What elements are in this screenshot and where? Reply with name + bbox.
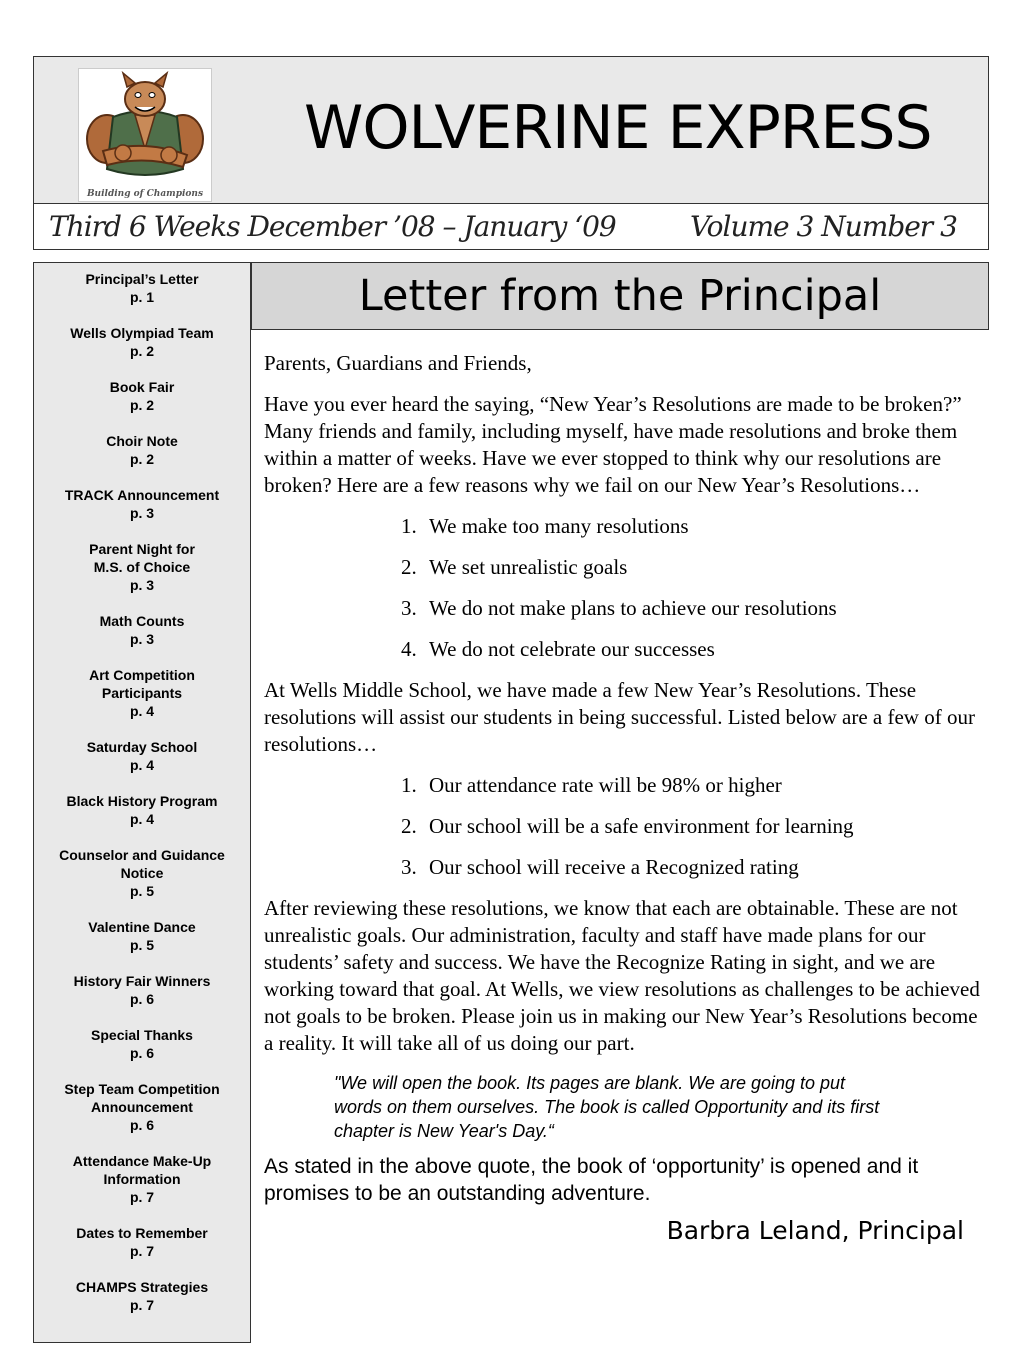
list-number: 2. [401, 555, 417, 579]
list-item [401, 813, 984, 840]
toc-item[interactable] [34, 432, 250, 468]
list-number: 1. [401, 514, 417, 538]
toc-item[interactable] [34, 738, 250, 774]
toc-page: p. 3 [129, 631, 155, 647]
list-text: Our attendance rate will be 98% or higher [429, 773, 782, 797]
list-text: We make too many resolutions [429, 514, 689, 538]
toc-title: Math Counts [99, 613, 185, 629]
section-heading: Letter from the Principal [251, 262, 989, 330]
toc-page: p. 5 [129, 883, 155, 899]
toc-title: Black History Program [66, 793, 218, 809]
list-item [401, 554, 984, 581]
toc-item[interactable] [34, 918, 250, 954]
issue-bar [33, 204, 989, 250]
list-number: 2. [401, 814, 417, 838]
toc-page: p. 7 [129, 1243, 155, 1259]
newsletter-title: WOLVERINE EXPRESS [304, 93, 932, 163]
toc-title: Special Thanks [91, 1027, 193, 1043]
toc-title: History Fair Winners [73, 973, 211, 989]
resolutions-list [264, 772, 984, 881]
toc-page: p. 4 [129, 703, 155, 719]
toc-page: p. 6 [129, 1045, 155, 1061]
toc-title: Saturday School [86, 739, 198, 755]
toc-page: p. 7 [129, 1189, 155, 1205]
toc-title: Counselor and Guidance Notice [59, 847, 225, 881]
toc-item[interactable] [34, 1278, 250, 1314]
list-number: 3. [401, 855, 417, 879]
toc-page: p. 3 [129, 577, 155, 593]
paragraph: At Wells Middle School, we have made a few New Year’s Resolutions. These resolutions will assist our students in being successful. Listed below are a few of our resolutions… [264, 678, 975, 756]
list-text: We set unrealistic goals [429, 555, 628, 579]
table-of-contents [33, 262, 251, 1343]
list-item [401, 595, 984, 622]
list-text: We do not make plans to achieve our resolutions [429, 596, 837, 620]
list-text: Our school will be a safe environment for learning [429, 814, 854, 838]
toc-title: Principal’s Letter [85, 271, 199, 287]
list-item [401, 854, 984, 881]
toc-item[interactable] [34, 666, 250, 720]
list-text: We do not celebrate our successes [429, 637, 715, 661]
toc-item[interactable] [34, 270, 250, 306]
toc-title: Art Competition Participants [89, 667, 195, 701]
list-number: 3. [401, 596, 417, 620]
toc-page: p. 2 [129, 451, 155, 467]
toc-item[interactable] [34, 378, 250, 414]
toc-title: Wells Olympiad Team [70, 325, 214, 341]
toc-title: Choir Note [106, 433, 178, 449]
toc-item[interactable] [34, 1152, 250, 1206]
greeting: Parents, Guardians and Friends, [264, 351, 532, 375]
toc-title: TRACK Announcement [64, 487, 220, 503]
toc-item[interactable] [34, 1224, 250, 1260]
list-item [401, 513, 984, 540]
toc-page: p. 3 [129, 505, 155, 521]
toc-item[interactable] [34, 486, 250, 522]
toc-item[interactable] [34, 612, 250, 648]
issue-volume: Volume 3 Number 3 [690, 210, 957, 243]
toc-item[interactable] [34, 1080, 250, 1134]
toc-item[interactable] [34, 1026, 250, 1062]
toc-page: p. 6 [129, 991, 155, 1007]
list-number: 1. [401, 773, 417, 797]
list-text: Our school will receive a Recognized rating [429, 855, 799, 879]
toc-item[interactable] [34, 324, 250, 360]
toc-title: CHAMPS Strategies [75, 1279, 209, 1295]
signature: Barbra Leland, Principal [666, 1216, 964, 1245]
toc-title: Parent Night for M.S. of Choice [89, 541, 195, 575]
toc-item[interactable] [34, 540, 250, 594]
wolverine-mascot-icon [78, 68, 212, 202]
toc-page: p. 1 [129, 289, 155, 305]
toc-page: p. 2 [129, 343, 155, 359]
toc-page: p. 6 [129, 1117, 155, 1133]
toc-page: p. 4 [129, 757, 155, 773]
toc-title: Valentine Dance [88, 919, 196, 935]
toc-page: p. 2 [129, 397, 155, 413]
list-item [401, 772, 984, 799]
toc-title: Attendance Make-Up Information [72, 1153, 212, 1187]
issue-period: Third 6 Weeks December ’08 – January ‘09 [49, 210, 616, 243]
letter-body [264, 350, 984, 1244]
toc-title: Book Fair [109, 379, 175, 395]
quote: "We will open the book. Its pages are blank. We are going to put words on them ourselves. The book is called Opportunity and its first chapter is New Year's Day.“ [334, 1073, 880, 1141]
toc-title: Step Team Competition Announcement [64, 1081, 220, 1115]
toc-item[interactable] [34, 846, 250, 900]
masthead [33, 56, 989, 204]
closing-paragraph: As stated in the above quote, the book of ‘opportunity’ is opened and it promises to be an outstanding adventure. [264, 1155, 919, 1205]
list-number: 4. [401, 637, 417, 661]
list-item [401, 636, 984, 663]
toc-page: p. 5 [129, 937, 155, 953]
toc-page: p. 7 [129, 1297, 155, 1313]
toc-page: p. 4 [129, 811, 155, 827]
reasons-list [264, 513, 984, 663]
toc-title: Dates to Remember [76, 1225, 208, 1241]
toc-item[interactable] [34, 972, 250, 1008]
paragraph: After reviewing these resolutions, we know that each are obtainable. These are not unrealistic goals. Our administration, faculty and staff have made plans for our students’ safety and success. We have the Recognize Rating in sight, and we are working toward that goal. At Wells, we view resolutions as challenges to be achieved not goals to be broken. Please join us in making our New Year’s Resolutions become a reality. It will take all of us doing our part. [264, 896, 980, 1055]
paragraph: Have you ever heard the saying, “New Year’s Resolutions are made to be broken?” Many friends and family, including myself, have made resolutions and broke them within a matter of weeks. Have we ever stopped to think why our resolutions are broken? Here are a few reasons why we fail on our New Year’s Resolutions… [264, 392, 962, 497]
toc-item[interactable] [34, 792, 250, 828]
logo-caption: Building of Champions [86, 189, 204, 199]
